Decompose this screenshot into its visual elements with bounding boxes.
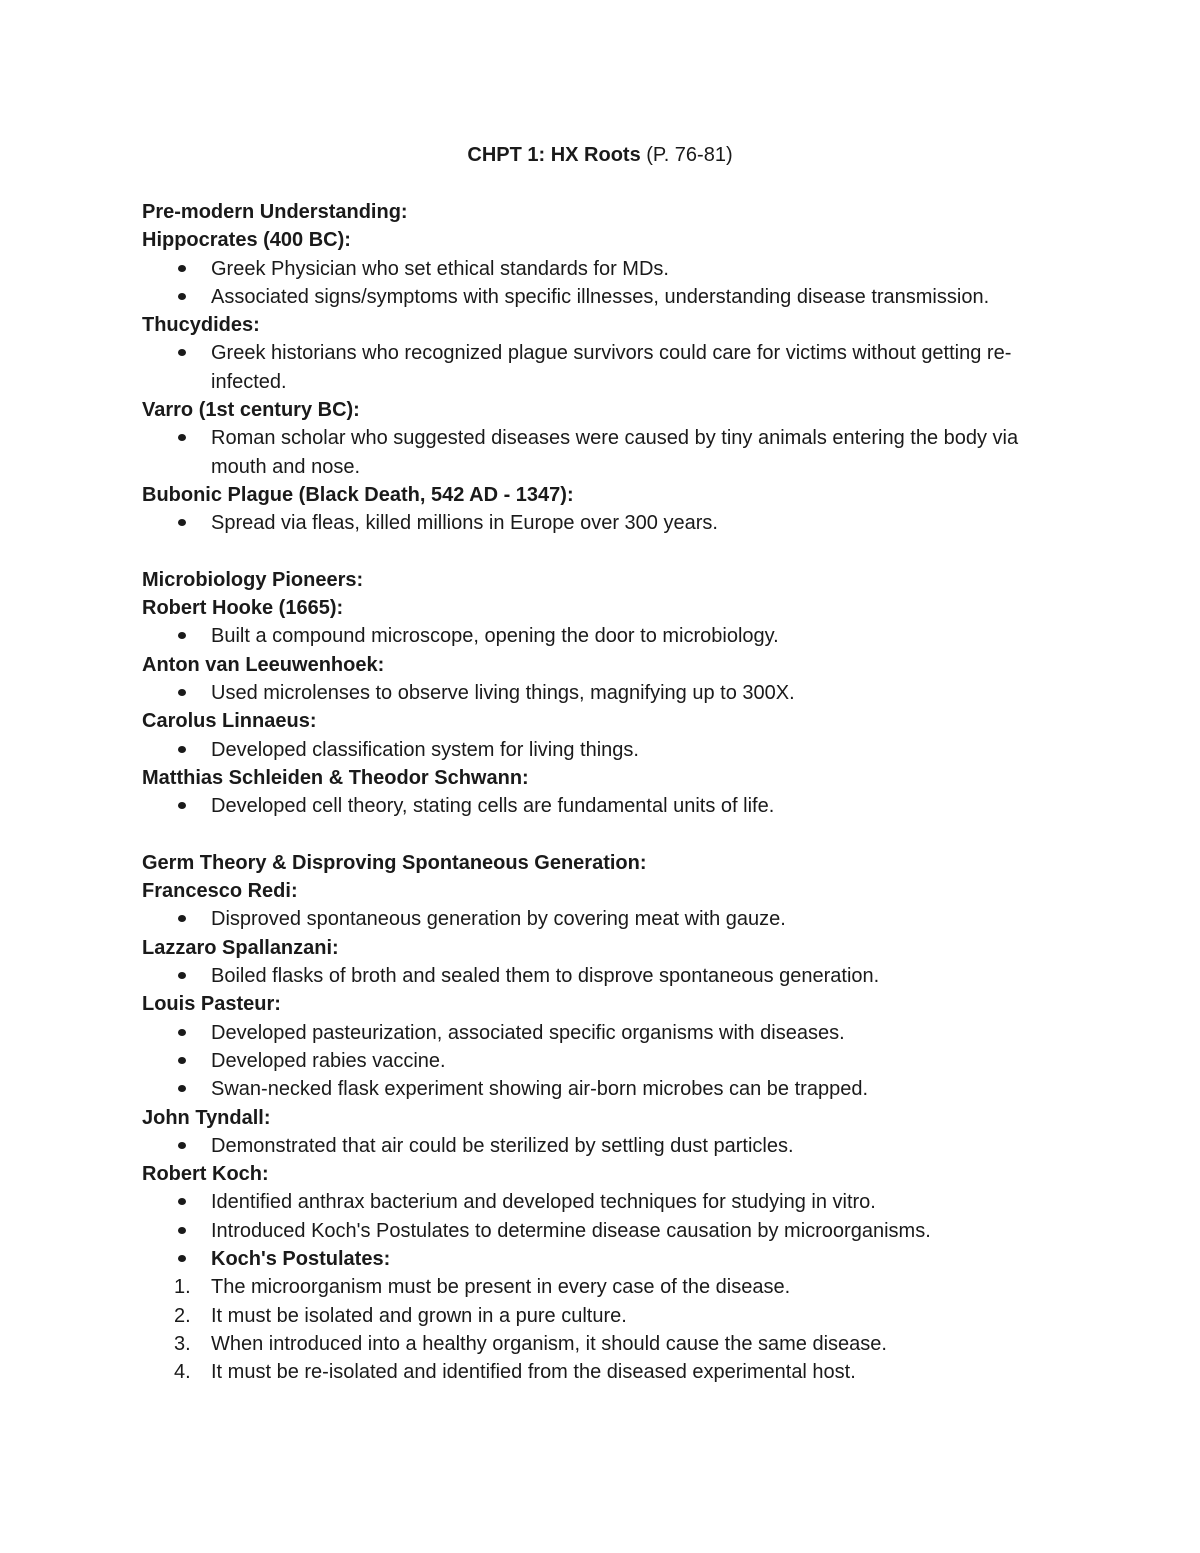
section-germ-theory [142,849,1072,1387]
entry-name: Robert Hooke (1665): [142,597,344,620]
bullet-list [142,255,1072,312]
item-text: It must be re-isolated and identified from the diseased experimental host. [211,1361,856,1384]
section-heading: Pre-modern Understanding: [142,201,408,223]
section-heading: Microbiology Pioneers: [142,568,364,591]
list-item: Built a compound microscope, opening the door to microbiology. [142,622,1072,650]
entry-name: Hippocrates (400 BC): [142,229,351,252]
numbered-item [142,1330,1072,1358]
numbered-list [142,1273,1072,1386]
list-item: Boiled flasks of broth and sealed them to disprove spontaneous generation. [142,962,1072,990]
entry-name: Thucydides: [142,314,260,337]
entry-name: Lazzaro Spallanzani: [142,936,339,959]
item-text: When introduced into a healthy organism, it should cause the same disease. [211,1332,887,1355]
list-item: Disproved spontaneous generation by covering meat with gauze. [142,905,1072,933]
entry-name: Louis Pasteur: [142,993,281,1016]
list-item: Greek historians who recognized plague survivors could care for victims without getting re-infected. [142,339,1072,396]
item-text: The microorganism must be present in every case of the disease. [211,1276,791,1299]
list-item: Greek Physician who set ethical standards for MDs. [142,255,1072,283]
entry-name: Matthias Schleiden & Theodor Schwann: [142,766,529,789]
list-item: Developed classification system for living things. [142,736,1072,764]
list-item: Developed pasteurization, associated specific organisms with diseases. [142,1019,1072,1047]
entry-name: Anton van Leeuwenhoek: [142,653,385,676]
numbered-item [142,1273,1072,1301]
numbered-item [142,1358,1072,1386]
list-item: Demonstrated that air could be sterilized by settling dust particles. [142,1132,1072,1160]
list-item: Swan-necked flask experiment showing air-born microbes can be trapped. [142,1075,1072,1103]
page-title-pages: (P. 76-81) [640,144,733,166]
item-number: 1. [174,1276,191,1299]
item-text: It must be isolated and grown in a pure culture. [211,1304,627,1327]
document-body [142,198,1072,1386]
section-microbiology-pioneers [142,566,1072,821]
section-heading: Germ Theory & Disproving Spontaneous Generation: [142,851,647,874]
bullet-list [142,905,1072,933]
bullet-list [142,792,1072,820]
bullet-list [142,1188,1072,1273]
list-item: Identified anthrax bacterium and developed techniques for studying in vitro. [142,1188,1072,1216]
bullet-list [142,962,1072,990]
numbered-item [142,1302,1072,1330]
entry-name: Robert Koch: [142,1163,269,1186]
bullet-list [142,1019,1072,1104]
entry-name: Bubonic Plague (Black Death, 542 AD - 1347): [142,483,574,506]
section-spacer [142,538,1072,566]
bullet-list [142,622,1072,650]
entry-name: Francesco Redi: [142,880,298,903]
entry-name: Carolus Linnaeus: [142,710,317,733]
list-item-heading: Koch's Postulates: [142,1245,1072,1273]
bullet-list [142,509,1072,537]
entry-name: Varro (1st century BC): [142,399,360,422]
section-spacer [142,821,1072,849]
bullet-list [142,679,1072,707]
bullet-list [142,736,1072,764]
section-premodern [142,198,1072,538]
list-item: Developed rabies vaccine. [142,1047,1072,1075]
bullet-list [142,424,1072,481]
item-number: 2. [174,1304,191,1327]
list-item: Introduced Koch's Postulates to determine disease causation by microorganisms. [142,1217,1072,1245]
list-item: Developed cell theory, stating cells are fundamental units of life. [142,792,1072,820]
item-number: 3. [174,1332,191,1355]
list-item: Used microlenses to observe living things, magnifying up to 300X. [142,679,1072,707]
list-item: Spread via fleas, killed millions in Europe over 300 years. [142,509,1072,537]
bullet-list [142,339,1072,396]
list-item: Associated signs/symptoms with specific illnesses, understanding disease transmission. [142,283,1072,311]
entry-name: John Tyndall: [142,1106,271,1129]
page-title-bold: CHPT 1: HX Roots [467,144,641,166]
item-number: 4. [174,1361,191,1384]
page-title [0,141,1200,169]
bullet-list [142,1132,1072,1160]
list-item: Roman scholar who suggested diseases were caused by tiny animals entering the body via mouth and nose. [142,424,1072,481]
